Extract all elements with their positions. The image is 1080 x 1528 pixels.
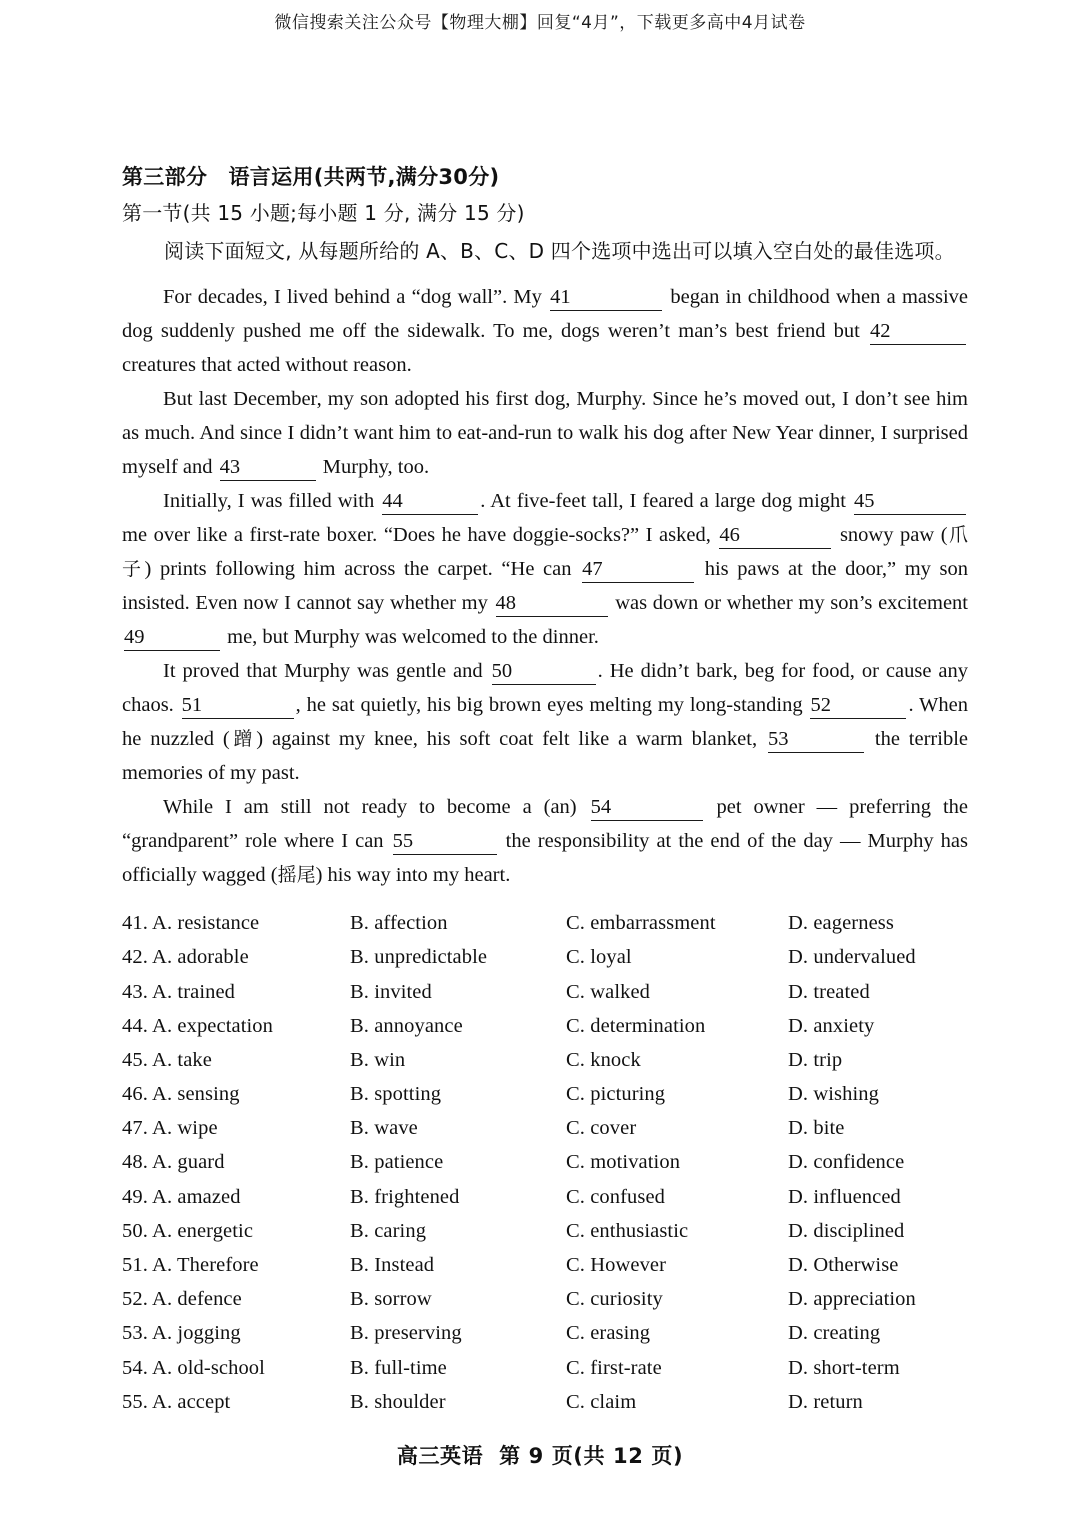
question-options-list (122, 906, 968, 1419)
option-c-cell[interactable] (566, 1221, 788, 1242)
option-b-cell[interactable] (350, 947, 566, 968)
option-b-cell[interactable] (350, 1255, 566, 1276)
subsection-title: 第一节(共 15 小题;每小题 1 分, 满分 15 分) (122, 201, 525, 226)
option-b-cell[interactable] (350, 1392, 566, 1413)
option-c-label: C. motivation (566, 1151, 681, 1174)
option-b-label: B. spotting (350, 1083, 442, 1106)
option-b-label: B. preserving (350, 1322, 462, 1345)
option-c-cell[interactable] (566, 1392, 788, 1413)
cloze-blank-45[interactable]: 45 (854, 490, 966, 515)
option-d-cell[interactable] (788, 982, 968, 1003)
option-d-cell[interactable] (788, 1187, 968, 1208)
option-d-cell[interactable] (788, 1118, 968, 1139)
option-d-label: D. appreciation (788, 1288, 916, 1311)
option-b-label: B. Instead (350, 1254, 435, 1276)
option-a-cell[interactable] (122, 1289, 350, 1310)
option-d-label: D. disciplined (788, 1219, 905, 1242)
passage-text: his paws at the door,” my son insisted. Even now I cannot say whether my (122, 558, 968, 615)
passage-text: the responsibility at the end of the day — Murphy has officially wagged ( (122, 830, 968, 887)
passage-text: 蹭 (229, 728, 257, 751)
option-b-label: B. win (350, 1048, 406, 1071)
question-number: 52. (122, 1288, 148, 1311)
option-b-label: B. wave (350, 1117, 418, 1140)
option-a-cell[interactable] (122, 1050, 350, 1071)
option-a-cell[interactable] (122, 982, 350, 1003)
option-b-cell[interactable] (350, 1118, 566, 1139)
option-b-cell[interactable] (350, 1152, 566, 1173)
option-c-label: C. walked (566, 980, 651, 1003)
question-row (122, 1282, 968, 1316)
footer-subject: 高三英语 (396, 1444, 484, 1468)
passage-text: pet owner — preferring the “grandparent” role where I can (122, 796, 968, 853)
option-a-label: A. expectation (152, 1014, 273, 1037)
cloze-blank-52[interactable]: 52 (810, 694, 906, 719)
option-c-label: C. embarrassment (566, 912, 716, 935)
question-row (122, 1111, 968, 1145)
option-c-label: C. erasing (566, 1322, 651, 1345)
cloze-blank-42[interactable]: 42 (870, 320, 966, 345)
option-b-label: B. unpredictable (350, 946, 488, 969)
option-c-label: C. enthusiastic (566, 1219, 689, 1242)
option-d-label: D. trip (788, 1048, 843, 1071)
option-d-cell[interactable] (788, 1323, 968, 1344)
question-number: 54. (122, 1356, 148, 1379)
cloze-blank-53[interactable]: 53 (768, 728, 864, 753)
cloze-blank-43[interactable]: 43 (220, 456, 316, 481)
footer-page-label: 第 9 页(共 12 页) (499, 1444, 684, 1468)
option-d-cell[interactable] (788, 1221, 968, 1242)
option-d-cell[interactable] (788, 1289, 968, 1310)
option-c-cell[interactable] (566, 1289, 788, 1310)
option-c-cell[interactable] (566, 947, 788, 968)
question-row (122, 1248, 968, 1282)
option-c-cell[interactable] (566, 982, 788, 1003)
option-b-label: B. annoyance (350, 1014, 463, 1037)
passage-paragraph-2 (122, 382, 968, 484)
option-c-cell[interactable] (566, 913, 788, 934)
option-a-cell[interactable] (122, 1221, 350, 1242)
option-d-label: D. short-term (788, 1356, 900, 1379)
option-b-label: B. patience (350, 1151, 444, 1174)
promo-watermark-header: 微信搜索关注公众号【物理大棚】回复“4月”，下载更多高中4月试卷 (274, 13, 806, 33)
option-d-label: D. return (788, 1390, 863, 1413)
option-d-label: D. confidence (788, 1151, 905, 1174)
question-number: 51. (122, 1254, 148, 1276)
option-b-cell[interactable] (350, 982, 566, 1003)
question-number: 46. (122, 1083, 148, 1106)
cloze-blank-50[interactable]: 50 (492, 660, 596, 685)
option-c-cell[interactable] (566, 1050, 788, 1071)
cloze-blank-48[interactable]: 48 (496, 592, 608, 617)
passage-text: 摇尾 (277, 864, 316, 887)
option-d-cell[interactable] (788, 1084, 968, 1105)
option-c-label: C. picturing (566, 1083, 666, 1106)
option-c-label: C. confused (566, 1185, 666, 1208)
passage-paragraph-4 (122, 654, 968, 790)
option-a-label: A. accept (152, 1390, 231, 1413)
option-c-label: C. knock (566, 1048, 641, 1071)
option-a-label: A. resistance (152, 912, 260, 935)
option-a-label: A. adorable (152, 946, 249, 969)
instruction-text: 阅读下面短文, 从每题所给的 A、B、C、D 四个选项中选出可以填入空白处的最佳选项。 (164, 239, 955, 264)
option-a-label: A. jogging (152, 1322, 241, 1345)
option-a-label: A. amazed (152, 1185, 241, 1208)
option-d-label: D. eagerness (788, 912, 894, 935)
option-b-label: B. caring (350, 1219, 427, 1242)
option-a-label: A. take (152, 1048, 212, 1071)
option-b-label: B. sorrow (350, 1288, 432, 1311)
option-d-cell[interactable] (788, 1358, 968, 1379)
cloze-passage (122, 280, 968, 892)
question-row (122, 1077, 968, 1111)
passage-text: ) against my knee, his soft coat felt like a warm blanket, (256, 728, 766, 751)
question-row (122, 1146, 968, 1180)
option-c-label: C. However (566, 1254, 667, 1276)
option-a-label: A. guard (152, 1151, 225, 1174)
passage-text: began in childhood when a massive dog suddenly pushed me off the sidewalk. To me, dogs weren’t man’s best friend but (122, 286, 968, 343)
passage-text: creatures that acted without reason. (122, 354, 412, 377)
option-c-label: C. first-rate (566, 1356, 662, 1379)
question-number: 47. (122, 1117, 148, 1140)
passage-paragraph-5 (122, 790, 968, 892)
option-d-cell[interactable] (788, 913, 968, 934)
option-a-cell[interactable] (122, 1084, 350, 1105)
question-number: 49. (122, 1185, 148, 1208)
option-d-label: D. Otherwise (788, 1254, 899, 1276)
option-b-cell[interactable] (350, 1323, 566, 1344)
question-number: 42. (122, 946, 148, 969)
option-b-label: B. frightened (350, 1185, 460, 1208)
cloze-blank-46[interactable]: 46 (719, 524, 831, 549)
cloze-blank-41[interactable]: 41 (550, 286, 662, 311)
option-d-label: D. influenced (788, 1185, 901, 1208)
passage-text: . At five-feet tall, I feared a large dog might (480, 490, 852, 513)
option-b-label: B. shoulder (350, 1390, 446, 1413)
option-a-cell[interactable] (122, 947, 350, 968)
question-number: 48. (122, 1151, 148, 1174)
option-c-cell[interactable] (566, 1084, 788, 1105)
option-b-cell[interactable] (350, 1221, 566, 1242)
option-a-label: A. sensing (152, 1083, 240, 1106)
option-b-cell[interactable] (350, 1289, 566, 1310)
option-c-label: C. determination (566, 1014, 706, 1037)
question-row (122, 1214, 968, 1248)
passage-text: Murphy, too. (317, 456, 430, 479)
option-c-label: C. claim (566, 1390, 637, 1413)
question-number: 45. (122, 1048, 148, 1071)
option-a-cell[interactable] (122, 1152, 350, 1173)
option-a-label: A. trained (152, 980, 236, 1003)
question-row (122, 1317, 968, 1351)
question-row (122, 975, 968, 1009)
passage-text: , he sat quietly, his big brown eyes melting my long-standing (295, 694, 809, 717)
passage-text: . He didn’t bark, beg for food, or cause any chaos. (122, 660, 968, 717)
option-d-cell[interactable] (788, 1152, 968, 1173)
cloze-blank-49[interactable]: 49 (124, 626, 220, 651)
question-row (122, 906, 968, 940)
passage-text: But last December, my son adopted his first dog, Murphy. Since he’s moved out, I don’t see him as much. And since I didn’t want him to eat-and-run to walk his dog after New Year dinner, I surprised myself and (122, 388, 968, 479)
passage-text: . When he nuzzled ( (122, 694, 969, 751)
exam-page-body (122, 160, 968, 1419)
passage-text: For decades, I lived behind a “dog wall”. My (163, 286, 549, 308)
option-d-cell[interactable] (788, 1392, 968, 1413)
option-c-cell[interactable] (566, 1152, 788, 1173)
passage-text: It proved that Murphy was gentle and (163, 660, 490, 683)
instruction-paragraph (122, 234, 968, 270)
option-a-cell[interactable] (122, 1323, 350, 1344)
option-c-label: C. curiosity (566, 1288, 663, 1311)
question-row (122, 1351, 968, 1385)
option-b-cell[interactable] (350, 1358, 566, 1379)
option-b-cell[interactable] (350, 1050, 566, 1071)
question-number: 43. (122, 980, 148, 1003)
option-a-cell[interactable] (122, 1016, 350, 1037)
passage-text: ) his way into my heart. (315, 864, 511, 887)
option-a-label: A. Therefore (152, 1254, 259, 1276)
option-d-label: D. treated (788, 980, 870, 1003)
option-a-cell[interactable] (122, 1358, 350, 1379)
passage-paragraph-3 (122, 484, 968, 654)
passage-text: me over like a first-rate boxer. “Does he have doggie-socks?” I asked, (122, 524, 718, 547)
passage-text: While I am still not ready to become a (an) (163, 796, 589, 819)
question-row (122, 1043, 968, 1077)
option-c-cell[interactable] (566, 1255, 788, 1276)
option-b-label: B. affection (350, 912, 448, 935)
option-b-label: B. invited (350, 980, 432, 1003)
option-a-label: A. old-school (152, 1356, 265, 1379)
option-a-cell[interactable] (122, 1255, 350, 1276)
option-b-cell[interactable] (350, 1084, 566, 1105)
option-a-cell[interactable] (122, 1392, 350, 1413)
question-row (122, 1180, 968, 1214)
option-a-label: A. wipe (152, 1117, 218, 1140)
option-b-cell[interactable] (350, 1187, 566, 1208)
passage-text: snowy paw ( (833, 524, 948, 547)
question-number: 53. (122, 1322, 148, 1345)
option-d-label: D. anxiety (788, 1014, 875, 1037)
option-c-cell[interactable] (566, 1358, 788, 1379)
question-row (122, 1385, 968, 1419)
option-d-cell[interactable] (788, 1255, 968, 1276)
option-c-cell[interactable] (566, 1187, 788, 1208)
passage-text: Initially, I was filled with (163, 490, 381, 513)
option-c-label: C. cover (566, 1117, 637, 1140)
question-row (122, 940, 968, 974)
cloze-blank-54[interactable]: 54 (591, 796, 703, 821)
passage-text: 爪子 (122, 524, 968, 581)
option-c-cell[interactable] (566, 1323, 788, 1344)
option-d-cell[interactable] (788, 947, 968, 968)
option-a-cell[interactable] (122, 1118, 350, 1139)
question-number: 41. (122, 912, 148, 935)
question-number: 50. (122, 1219, 148, 1242)
option-d-label: D. wishing (788, 1083, 879, 1106)
part-title: 第三部分 语言运用(共两节,满分30分) (122, 165, 500, 189)
option-d-cell[interactable] (788, 1050, 968, 1071)
option-d-cell[interactable] (788, 1016, 968, 1037)
option-d-label: D. undervalued (788, 946, 916, 969)
passage-text: ) prints following him across the carpet. “He can (144, 558, 581, 581)
option-b-cell[interactable] (350, 1016, 566, 1037)
option-c-label: C. loyal (566, 946, 632, 969)
option-a-cell[interactable] (122, 1187, 350, 1208)
passage-text: me, but Murphy was welcomed to the dinner. (222, 626, 599, 649)
option-a-cell[interactable] (122, 913, 350, 934)
option-c-cell[interactable] (566, 1118, 788, 1139)
cloze-blank-51[interactable]: 51 (182, 694, 294, 719)
cloze-blank-44[interactable]: 44 (382, 490, 478, 515)
cloze-blank-55[interactable]: 55 (393, 830, 497, 855)
passage-text: was down or whether my son’s excitement (609, 592, 968, 615)
option-d-label: D. bite (788, 1117, 845, 1140)
option-d-label: D. creating (788, 1322, 881, 1345)
question-number: 44. (122, 1014, 148, 1037)
question-number: 55. (122, 1390, 148, 1413)
cloze-blank-47[interactable]: 47 (582, 558, 694, 583)
option-a-label: A. energetic (152, 1219, 254, 1242)
option-a-label: A. defence (152, 1288, 242, 1311)
question-row (122, 1009, 968, 1043)
passage-text: the terrible memories of my past. (122, 728, 968, 785)
page-footer (0, 1440, 1080, 1470)
passage-paragraph-1 (122, 280, 968, 382)
option-c-cell[interactable] (566, 1016, 788, 1037)
option-b-label: B. full-time (350, 1356, 447, 1379)
option-b-cell[interactable] (350, 913, 566, 934)
